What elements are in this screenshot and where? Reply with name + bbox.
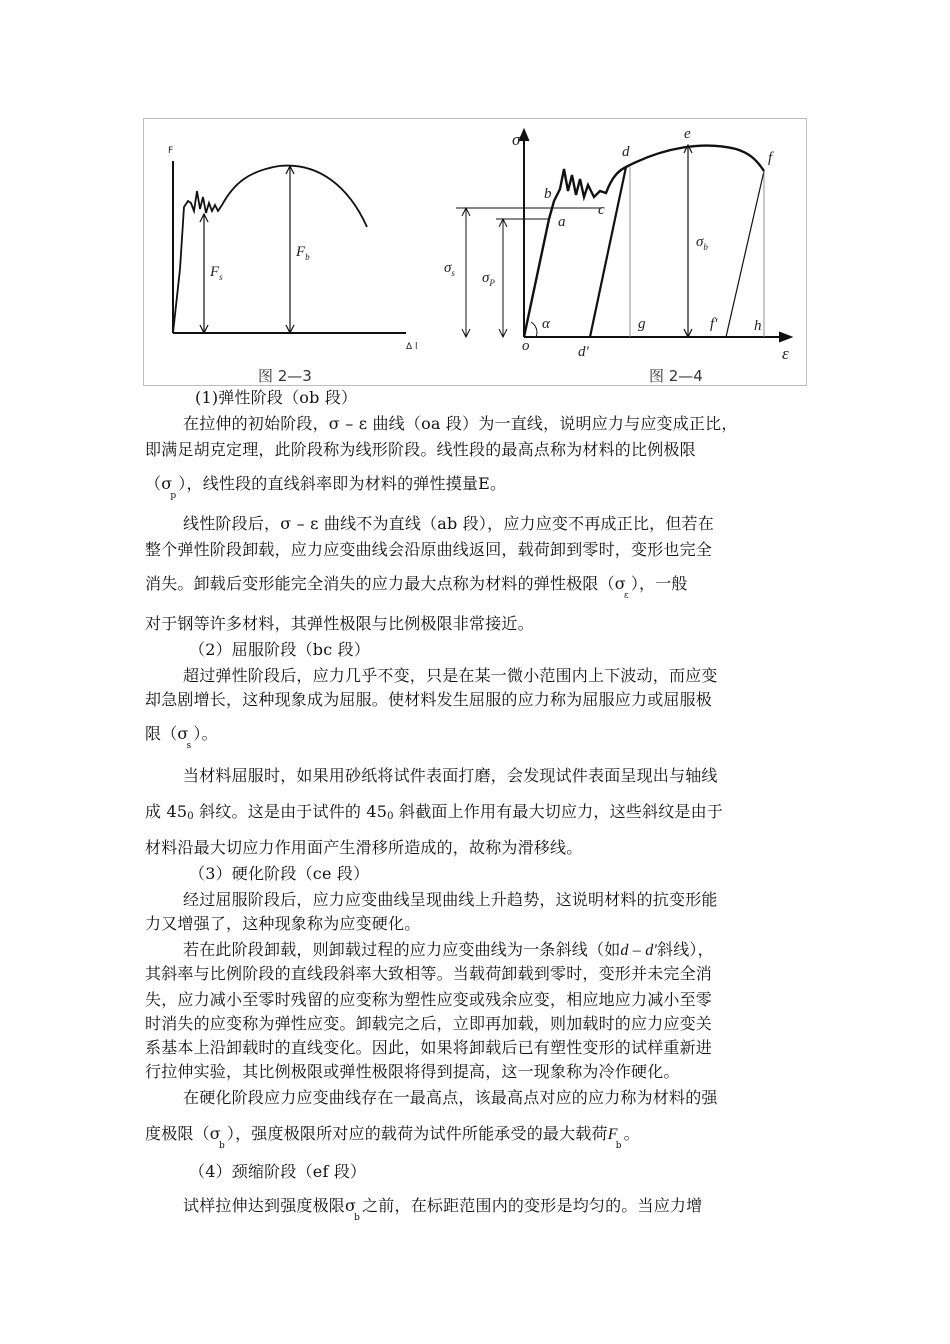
point-o-label: o (522, 338, 530, 354)
fig24-drawing (456, 126, 792, 342)
fig24-caption: 图 2—4 (649, 367, 703, 385)
paragraph-6-line-5: 系基本上沿卸载时的直线变化。因此，如果将卸载后已有塑性变形的试样重新进 (145, 1038, 713, 1057)
point-c-label: c (598, 202, 605, 218)
point-d-label: d (622, 144, 630, 160)
paragraph-6-line-1: 若在此阶段卸载，则卸载过程的应力应变曲线为一条斜线（如d – d'斜线）， (183, 940, 714, 959)
paragraph-6-line-2: 其斜率与比例阶段的直线段斜率大致相等。当载荷卸载到零时，变形并未完全消 (145, 964, 713, 983)
paragraph-3-line-2: 却急剧增长，这种现象成为屈服。使材料发生屈服的应力称为屈服应力或屈服极 (145, 690, 713, 709)
paragraph-1-line-1: 在拉伸的初始阶段，σ – ε 曲线（oa 段）为一直线，说明应力与应变成正比， (183, 414, 738, 433)
paragraph-8-line-1: 试样拉伸达到强度极限$\sigma_b$之前，在标距范围内的变形是均匀的。当应力增 (183, 1196, 703, 1223)
heading-necking-stage: （4）颈缩阶段（ef 段） (189, 1162, 367, 1181)
paragraph-6-line-6: 行拉伸实验，其比例极限或弹性极限将得到提高，这一现象称为冷作硬化。 (145, 1062, 680, 1081)
paragraph-2-line-2: 整个弹性阶段卸载，应力应变曲线会沿原曲线返回，载荷卸到零时，变形也完全 (145, 540, 713, 559)
sigma-s-label: $\sigma_s$ (444, 260, 455, 278)
paragraph-1-line-3: $(\sigma_p)$，线性段的直线斜率即为材料的弹性摸量E。 (145, 474, 507, 501)
paragraph-4-line-3: 材料沿最大切应力作用面产生滑移所造成的，故称为滑移线。 (145, 838, 583, 857)
point-a-label: a (558, 214, 566, 230)
sigma-p-label: $\sigma_P$ (482, 270, 495, 288)
heading-elastic-stage: (1)弹性阶段（ob 段） (195, 388, 358, 407)
paragraph-2-line-3: 消失。卸载后变形能完全消失的应力最大点称为材料的弹性极限$(\sigma_\varepsilon)$，一般 (145, 574, 688, 601)
paragraph-1-line-2: 即满足胡克定理，此阶段称为线形阶段。线性段的最高点称为材料的比例极限 (145, 440, 696, 459)
paragraph-5-line-2: 力又增强了，这种现象称为应变硬化。 (145, 914, 421, 933)
fig23-fs-label: $F_s$ (210, 264, 223, 282)
fig24-axis-x-label: ε (782, 344, 789, 363)
fig23-axis-x-label: Δ l (406, 342, 418, 352)
paragraph-7-line-1: 在硬化阶段应力应变曲线存在一最高点，该最高点对应的应力称为材料的强 (183, 1088, 718, 1107)
paragraph-3-line-3: 限$(\sigma_s)$。 (145, 724, 218, 751)
heading-yield-stage: （2）屈服阶段（bc 段） (189, 640, 371, 659)
point-h-label: h (754, 318, 762, 334)
alpha-label: α (542, 316, 550, 332)
paragraph-6-line-3: 失，应力减小至零时残留的应变称为塑性应变或残余应变，相应地应力减小至零 (145, 990, 713, 1009)
paragraph-4-line-2: 成 450 斜纹。这是由于试件的 450 斜截面上作用有最大切应力，这些斜纹是由于 (145, 802, 724, 822)
point-f-prime-label: f' (710, 316, 718, 332)
paragraph-5-line-1: 经过屈服阶段后，应力应变曲线呈现曲线上升趋势，这说明材料的抗变形能 (183, 890, 718, 909)
paragraph-3-line-1: 超过弹性阶段后，应力几乎不变，只是在某一微小范围内上下波动，而应变 (183, 666, 718, 685)
point-d-prime-label: d' (578, 344, 589, 360)
fig23-caption: 图 2—3 (258, 367, 312, 385)
paragraph-4-line-1: 当材料屈服时，如果用砂纸将试件表面打磨，会发现试件表面呈现出与轴线 (183, 766, 718, 785)
figure-panel (143, 118, 807, 386)
point-e-label: e (684, 126, 691, 142)
paragraph-7-line-2: 度极限$(\sigma_b)$，强度极限所对应的载荷为试件所能承受的最大载荷$F_b$。 (145, 1124, 640, 1151)
point-b-label: b (544, 186, 552, 202)
point-f-label: f (768, 150, 773, 166)
stress-strain-diagrams (144, 119, 808, 387)
fig23-axis-y-label: F (168, 146, 174, 156)
heading-hardening-stage: （3）硬化阶段（ce 段） (189, 864, 370, 883)
fig23-fb-label: $F_b$ (296, 244, 310, 262)
point-g-label: g (638, 316, 646, 332)
paragraph-2-line-1: 线性阶段后，σ – ε 曲线不为直线（ab 段），应力应变不再成正比，但若在 (183, 514, 714, 533)
sigma-b-label: $\sigma_b$ (696, 234, 708, 252)
paragraph-2-line-4: 对于钢等许多材料，其弹性极限与比例极限非常接近。 (145, 614, 534, 633)
fig24-axis-y-label: σ (512, 130, 521, 149)
fig23-drawing (173, 161, 406, 333)
paragraph-6-line-4: 时消失的应变称为弹性应变。卸载完之后，立即再加载，则加载时的应力应变关 (145, 1014, 713, 1033)
